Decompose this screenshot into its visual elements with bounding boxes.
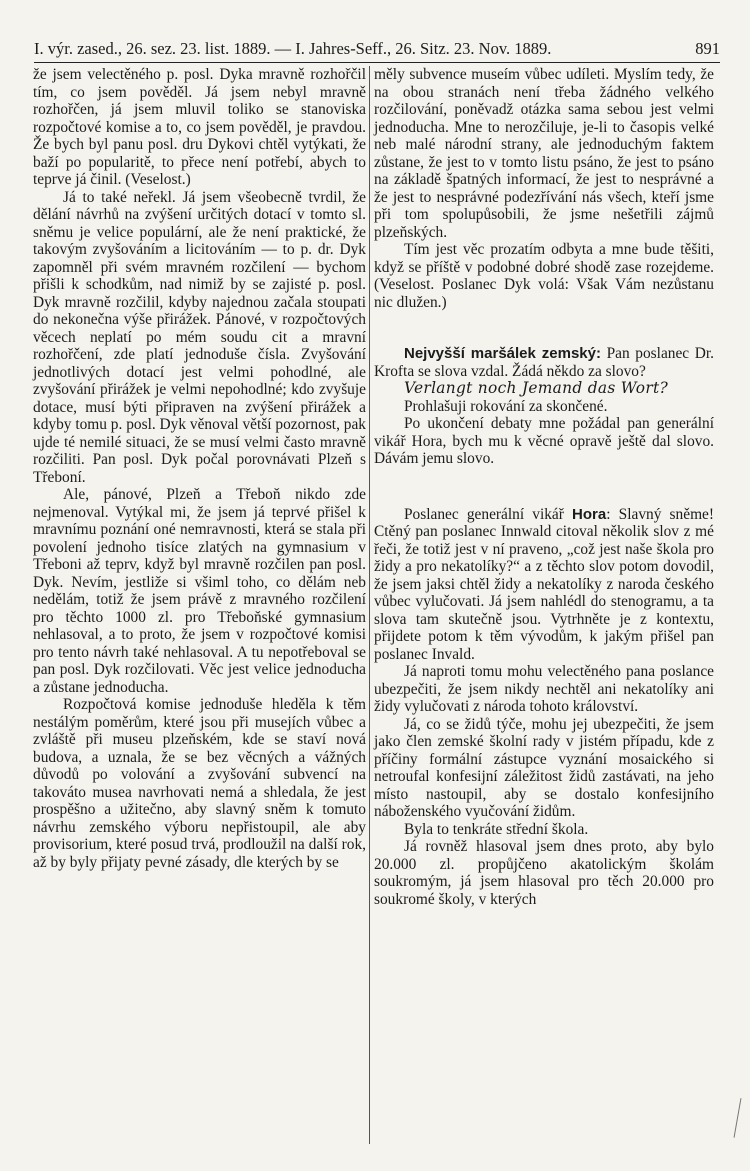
right-paragraph-8: Já naproti tomu mohu velectěného pana poslance ubezpečiti, že jsem nikdy nechtěl ani nekatolíky ani židy vylučovati z národa tohoto království. [374, 663, 714, 715]
right-paragraph-6: Po ukončení debaty mne požádal pan generální vikář Hora, bych mu k věcné opravě ještě dal slovo. Dávám jemu slovo. [374, 415, 714, 467]
page-number: 891 [695, 39, 720, 58]
german-question: Verlangt noch Jemand das Wort? [404, 379, 669, 397]
right-paragraph-1: měly subvence museím vůbec udíleti. Myslím tedy, že na obou stranách není třeba žádného velkého rozčilování, poněvadž otázka sama sebou jest velmi jednoducha. Mne to nerozčiluje, je-li to časopis velké neb malé národní strany, ale jednoduchým faktem zůstane, že jest to v tomto listu psáno, že jest to psáno na základě špatných informací, že jest to nesprávné a že jest to nesprávné podezřívání nás všech, kteří jsme při tom spolupůsobili, že jsme nešetřili zájmů plzeňských. [374, 66, 714, 241]
running-header: I. výr. zased., 26. sez. 23. list. 1889. — I. Jahres-Seff., 26. Sitz. 23. Nov. 1889. [34, 39, 552, 58]
margin-pen-mark [734, 1098, 743, 1138]
left-paragraph-3: Ale, pánové, Plzeň a Třeboň nikdo zde nejmenoval. Vytýkal mi, že jsem já teprvé přišel k mravnímu poznání oné nemravnosti, která se stala při povolení jednoho tisíce zlatých na gymnasium v Třeboni až teprv, když byl mravně rozčilen pan posl. Dyk. Nevím, jestliže si všiml toho, co dělám neb nedělám, totiž že jsem právě z mravného rozčilení pro těchto 1000 zl. pro Třeboňské gymnasium nehlasoval, a to proto, že jsem v rozpočtové komisi pro tento návrh také nehlasoval. A tu nepotřeboval se pan posl. Dyk rozčilovati. Věc jest velice jednoducha a zůstane jednoducha. [33, 486, 366, 696]
right-column [374, 66, 714, 908]
hora-text: : Slavný sněme! Ctěný pan poslanec Innwald citoval několik slov z mé řeči, že totiž jest v ní praveno, „což jest naše škola pro židy a pro nekatolíky?“ a z těchto slov potom dovodil, že jsem jaksi chtěl židy a nekatolíky z naroda českého vůbec vylučovati. Já jsem nahlédl do stenogramu, a ta slova tam skutečně jsou. Vytrhněte je z kontextu, přijdete potom k těm vývodům, k jakým přišel pan poslanec Invald. [374, 505, 714, 663]
speaker-marshal: Nejvyšší maršálek zemský: [404, 345, 601, 362]
left-paragraph-1: že jsem velectěného p. posl. Dyka mravně rozhořčil tím, co jsem pověděl. Já jsem nebyl mravně rozhořčen, já jsem mluvil toliko se stanoviska rozpočtové komise a to, co jsem pověděl, je pravdou. Že bych byl panu posl. dru Dykovi chtěl vytýkati, že baží po popularitě, to přece není potřebí, abych to teprve já činil. (Veselost.) [33, 66, 366, 188]
column-divider [369, 66, 370, 1144]
marshal-text: Pan poslanec Dr. Krofta se slova vzdal. Žádá někdo za slovo? [374, 345, 714, 380]
right-paragraph-10: Byla to tenkráte střední škola. [404, 820, 589, 838]
speaker-hora-name: Hora [572, 505, 607, 523]
left-paragraph-4: Rozpočtová komise jednoduše hleděla k těm nestálým poměrům, které jsou při musejích vůbec a zvláště při museu plzeňském, kde se staví nová budova, a uznala, že se bez věcných a vážných důvodů po volování a zvyšování subvencí na takováto musea navrhovati nemá a shledala, že jest prospěšno a užitečno, aby slavný sněm k tomuto návrhu zemského výboru nepřistoupil, ale aby provisorium, které posud trvá, prodloužil na další rok, až by byly přijaty pevné zásady, dle kterých by se [33, 696, 366, 871]
speaker-hora-prefix: Poslanec generální vikář [404, 505, 564, 523]
page-header [34, 38, 720, 63]
left-column [33, 66, 366, 871]
left-paragraph-2: Já to také neřekl. Já jsem všeobecně tvrdil, že dělání návrhů na zvýšení určitých dotací v tomto sl. sněmu je velice populární, ale že není praktické, že takovým zvyšováním a licitováním — to p. dr. Dyk zapomněl při svém mravném rozčilení — bychom přišli k schodkům, nad nimiž by se zajisté p. posl. Dyk mravně rozčilil, kdyby najednou začala stoupati do nekonečna výše přirážek. Pánové, v rozpočtových věcech neplatí po mém soudu cit a mravní rozhořčení, zde platí jednoduše čísla. Zvyšování jednotlivých dotací jest velmi pohodlné, ale zvyšování přirážek je velmi nepohodlné; kdo zvyšuje dotace, musí býti připraven na zvýšení přirážek a kdyby tomu p. posl. Dyk věnoval větší pozornost, pak ujde té nemilé situaci, že se musí velmi často mravně rozčiliti. Pan posl. Dyk počal porovnávati Plzeň s Třeboní. [33, 188, 367, 486]
right-paragraph-9: Já, co se židů týče, mohu jej ubezpečiti, že jsem jako člen zemské školní rady v jistém případu, kde z příčiny formální zástupce vyznání mosaického si netroufal konfesijní záležitost židů zastávati, na jeho místo nastoupil, aby se dostalo konfesijního náboženského vyučování židům. [374, 715, 714, 820]
right-paragraph-11: Já rovněž hlasoval jsem dnes proto, aby bylo 20.000 zl. propůjčeno akatolickým školám soukromým, já jsem hlasoval pro těch 20.000 pro soukromé školy, v kterých [374, 838, 714, 908]
right-paragraph-2: Tím jest věc prozatím odbyta a mne bude těšiti, když se příště v podobné dobré shodě zase rozejdeme. (Veselost. Poslanec Dyk volá: Však Vám nezůstanu nic dlužen.) [374, 241, 714, 311]
hora-speech [374, 506, 714, 664]
marshal-speech [374, 345, 714, 380]
debate-closed: Prohlašuji rokování za skončené. [404, 397, 608, 415]
